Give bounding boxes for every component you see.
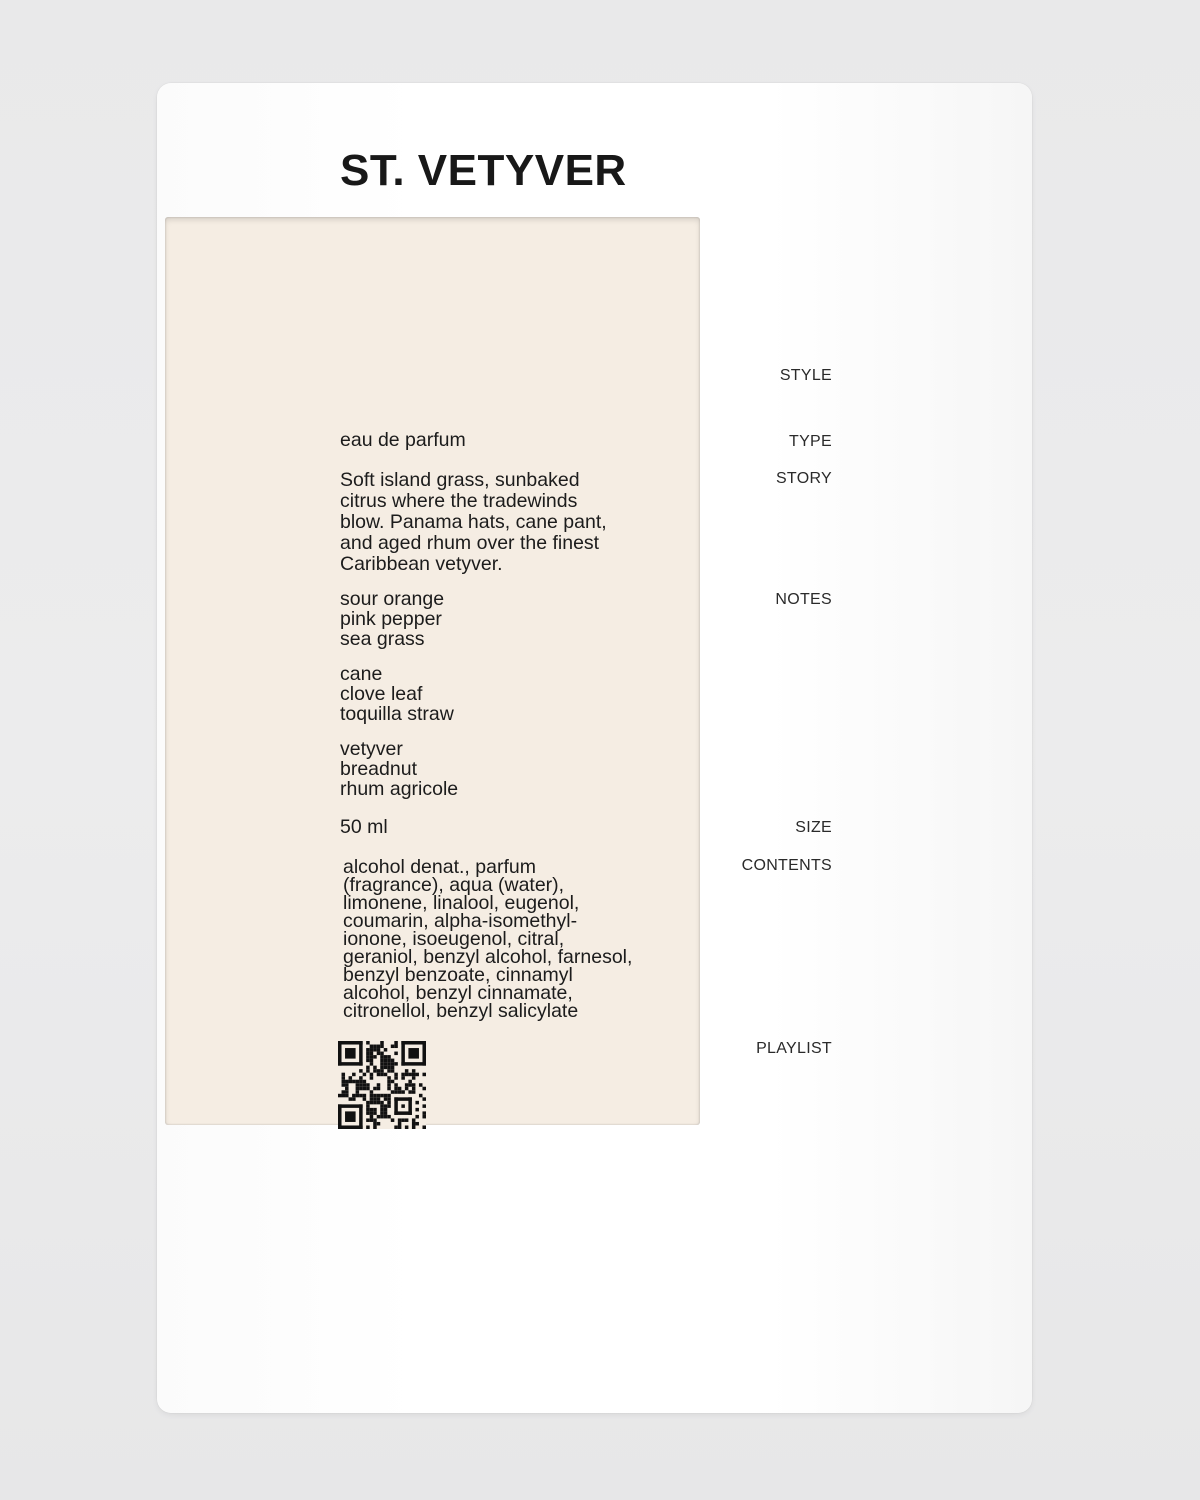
playlist-key: PLAYLIST xyxy=(756,1040,832,1057)
size-key: SIZE xyxy=(795,819,832,836)
notes-base: vetyver breadnut rhum agricole xyxy=(340,738,459,800)
notes-key: NOTES xyxy=(775,591,832,608)
size-value: 50 ml xyxy=(340,816,388,838)
contents-value: alcohol denat., parfum (fragrance), aqua (water), limonene, linalool, eugenol, coumarin, alpha-isomethyl- ionone, isoeugenol, citral, geraniol, benzyl alcohol, farnesol, benzyl benzoate, cinnamyl alcohol, benzyl cinnamate, citronellol, benzyl salicylate xyxy=(343,856,633,1022)
story-key: STORY xyxy=(775,470,832,487)
style-key: STYLE xyxy=(779,367,832,384)
contents-key: CONTENTS xyxy=(741,857,832,874)
notes-heart: cane clove leaf toquilla straw xyxy=(340,663,454,725)
style-value: ST. VETYVER xyxy=(340,146,627,195)
qr-code-icon[interactable] xyxy=(338,1041,426,1129)
type-value: eau de parfum xyxy=(340,429,466,451)
story-value: Soft island grass, sunbaked citrus where the tradewinds blow. Panama hats, cane pant, and aged rhum over the finest Caribbean vetyver. xyxy=(340,469,607,575)
notes-top: sour orange pink pepper sea grass xyxy=(340,588,445,650)
type-key: TYPE xyxy=(789,433,832,450)
